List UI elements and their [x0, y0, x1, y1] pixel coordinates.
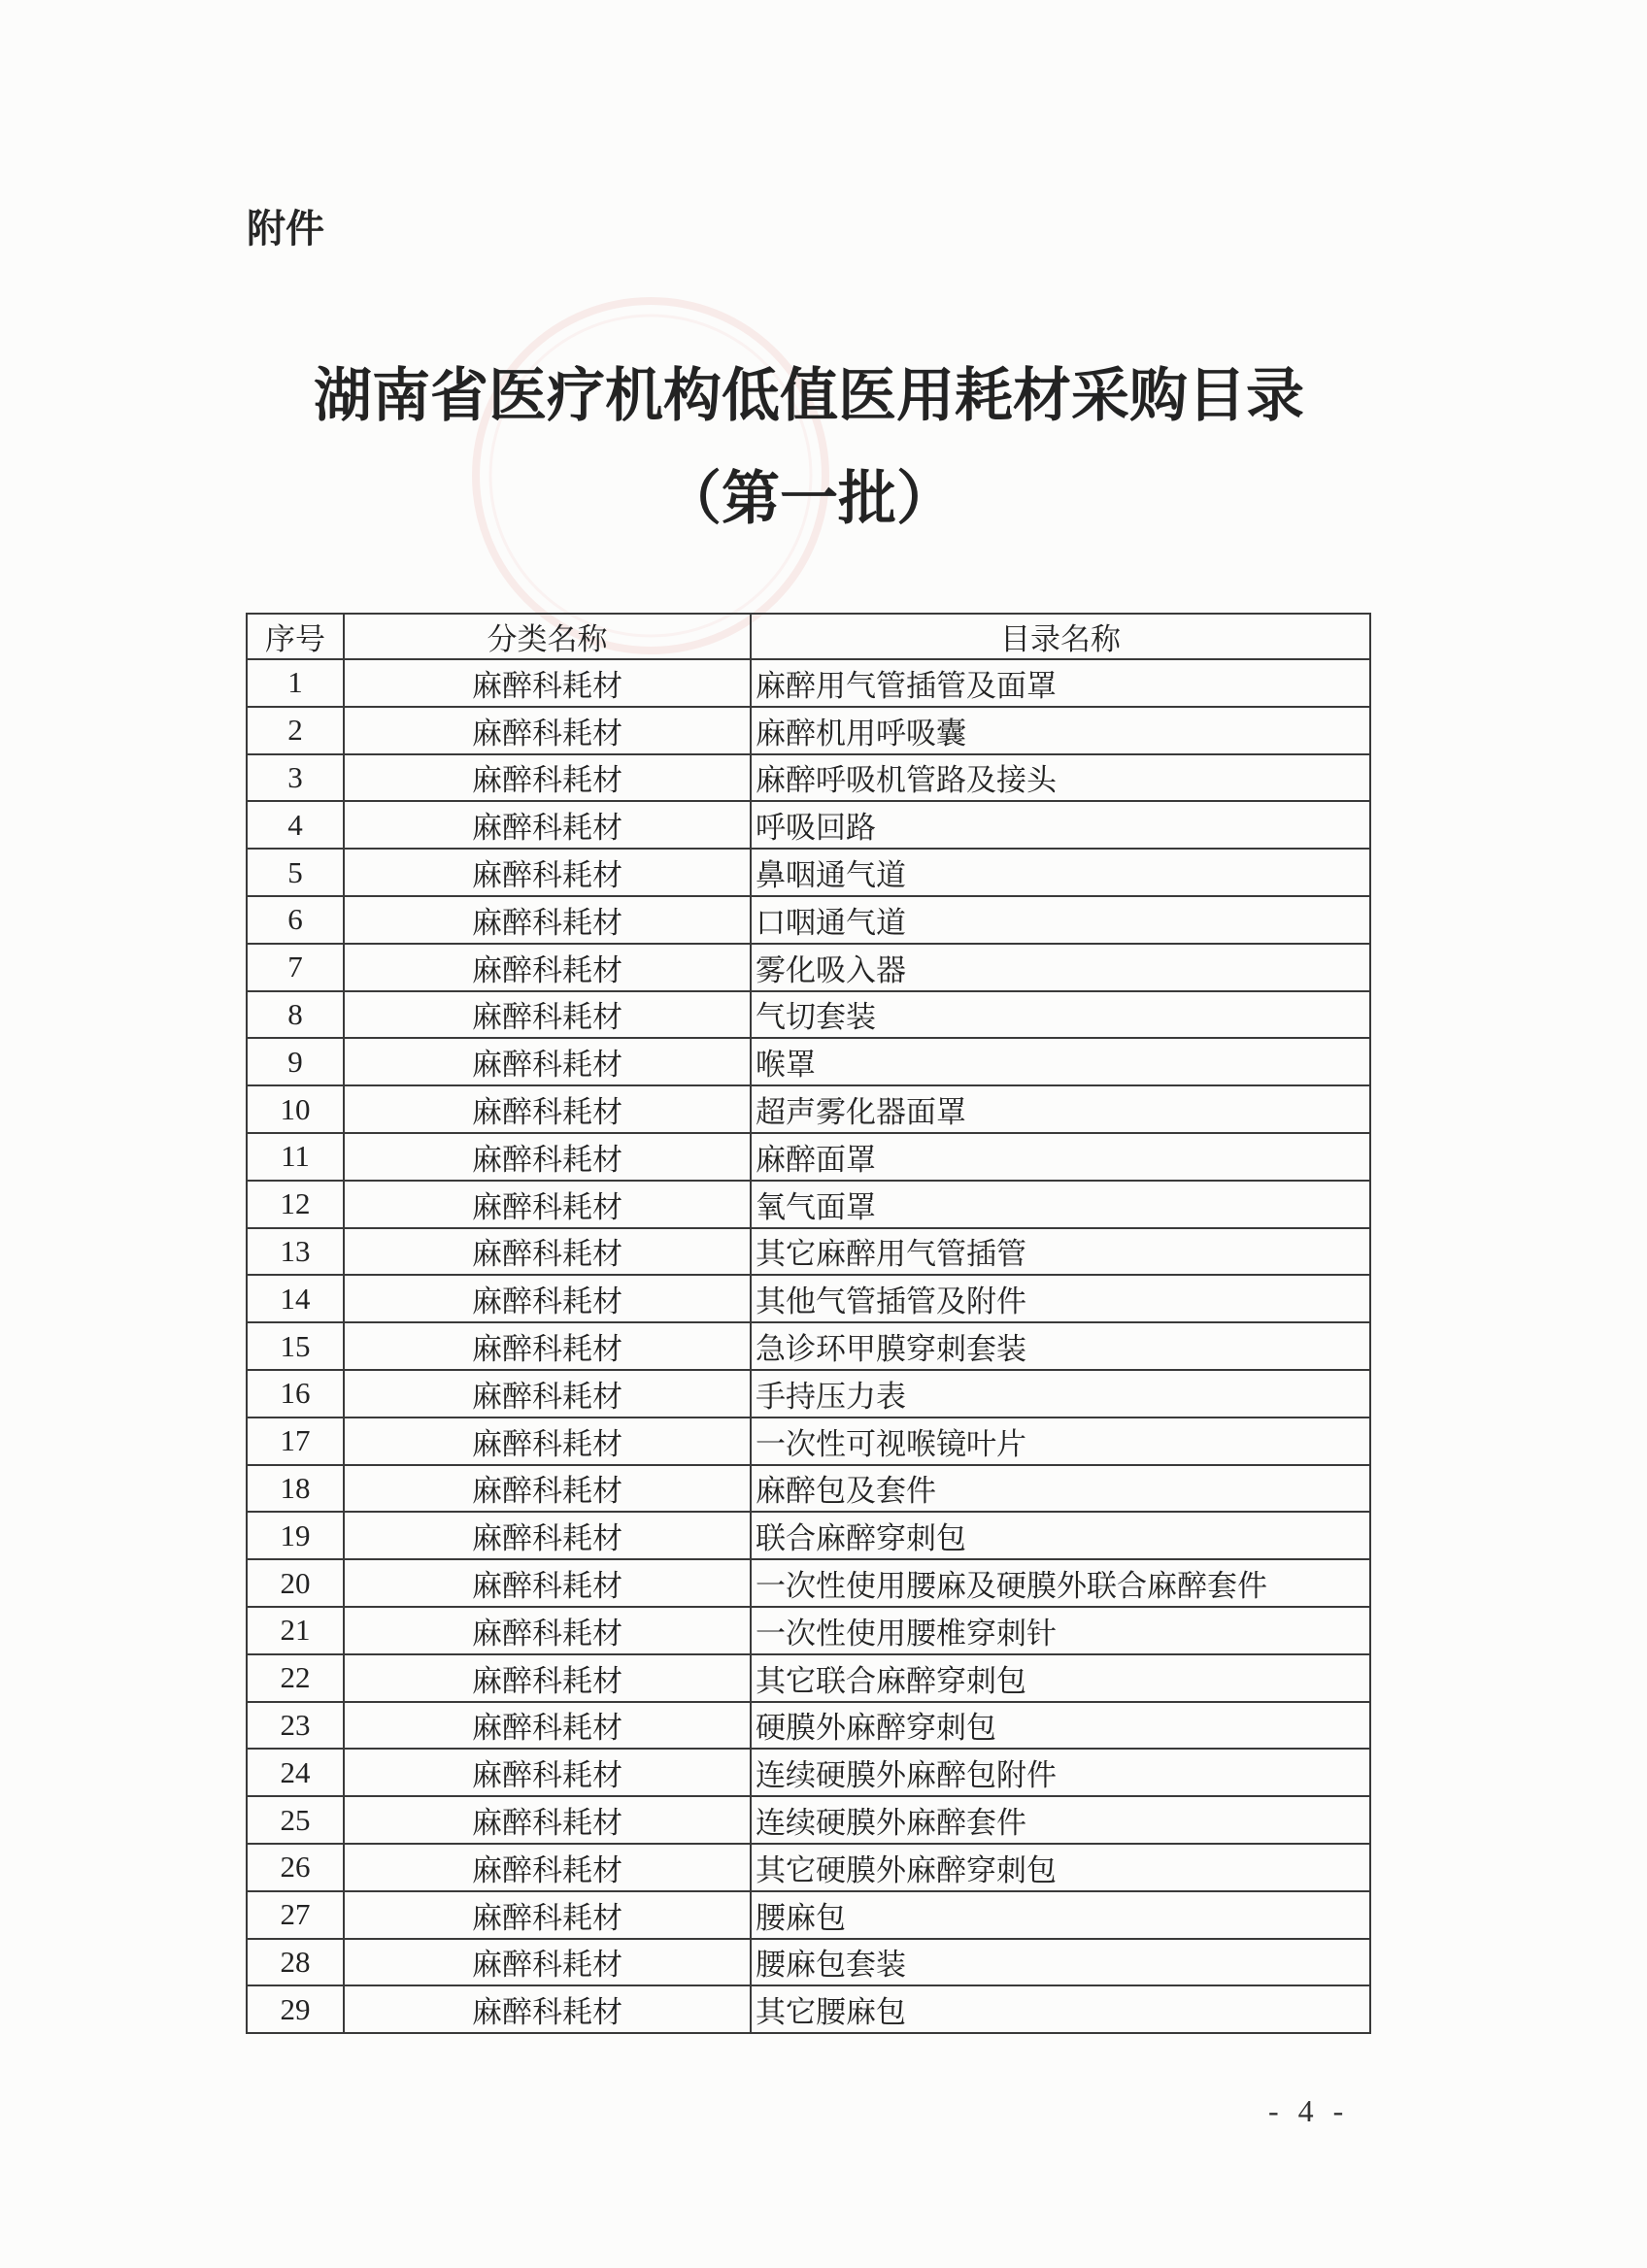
row-category: 麻醉科耗材 — [344, 944, 751, 991]
page-number: - 4 - — [1268, 2093, 1350, 2128]
row-category: 麻醉科耗材 — [344, 1654, 751, 1702]
row-index: 28 — [247, 1939, 344, 1986]
row-category: 麻醉科耗材 — [344, 707, 751, 754]
row-catalog-name: 急诊环甲膜穿刺套装 — [751, 1322, 1370, 1370]
row-index: 9 — [247, 1038, 344, 1085]
document-title: 湖南省医疗机构低值医用耗材采购目录 — [314, 363, 1304, 428]
table-row — [247, 896, 1370, 944]
table-row — [247, 659, 1370, 707]
row-catalog-name: 其它麻醉用气管插管 — [751, 1228, 1370, 1276]
row-index: 22 — [247, 1654, 344, 1702]
row-index: 27 — [247, 1891, 344, 1939]
table-row — [247, 1370, 1370, 1418]
header-index: 序号 — [247, 614, 344, 659]
row-category: 麻醉科耗材 — [344, 754, 751, 802]
table-row — [247, 1749, 1370, 1796]
catalog-table — [246, 613, 1371, 2034]
table-row — [247, 1038, 1370, 1085]
table-row — [247, 1607, 1370, 1654]
row-catalog-name: 麻醉机用呼吸囊 — [751, 707, 1370, 754]
row-catalog-name: 鼻咽通气道 — [751, 849, 1370, 896]
row-index: 5 — [247, 849, 344, 896]
row-category: 麻醉科耗材 — [344, 1370, 751, 1418]
row-catalog-name: 腰麻包 — [751, 1891, 1370, 1939]
row-catalog-name: 一次性使用腰麻及硬膜外联合麻醉套件 — [751, 1559, 1370, 1607]
row-index: 15 — [247, 1322, 344, 1370]
row-category: 麻醉科耗材 — [344, 1891, 751, 1939]
row-category: 麻醉科耗材 — [344, 991, 751, 1039]
row-index: 18 — [247, 1465, 344, 1513]
table-row — [247, 1559, 1370, 1607]
row-catalog-name: 其它腰麻包 — [751, 1985, 1370, 2033]
row-catalog-name: 喉罩 — [751, 1038, 1370, 1085]
table-row — [247, 991, 1370, 1039]
row-catalog-name: 其他气管插管及附件 — [751, 1275, 1370, 1322]
row-category: 麻醉科耗材 — [344, 1418, 751, 1465]
row-catalog-name: 联合麻醉穿刺包 — [751, 1512, 1370, 1559]
row-category: 麻醉科耗材 — [344, 1512, 751, 1559]
row-category: 麻醉科耗材 — [344, 1939, 751, 1986]
row-catalog-name: 氧气面罩 — [751, 1181, 1370, 1228]
row-catalog-name: 其它联合麻醉穿刺包 — [751, 1654, 1370, 1702]
row-index: 21 — [247, 1607, 344, 1654]
table-row — [247, 1702, 1370, 1750]
row-category: 麻醉科耗材 — [344, 1985, 751, 2033]
table-body — [247, 659, 1370, 2033]
table-row — [247, 1275, 1370, 1322]
header-category: 分类名称 — [344, 614, 751, 659]
row-catalog-name: 麻醉呼吸机管路及接头 — [751, 754, 1370, 802]
row-index: 25 — [247, 1796, 344, 1844]
row-category: 麻醉科耗材 — [344, 1085, 751, 1133]
row-category: 麻醉科耗材 — [344, 1702, 751, 1750]
row-index: 1 — [247, 659, 344, 707]
row-category: 麻醉科耗材 — [344, 1275, 751, 1322]
row-catalog-name: 硬膜外麻醉穿刺包 — [751, 1702, 1370, 1750]
table-row — [247, 849, 1370, 896]
row-catalog-name: 呼吸回路 — [751, 801, 1370, 849]
row-category: 麻醉科耗材 — [344, 1749, 751, 1796]
row-catalog-name: 一次性可视喉镜叶片 — [751, 1418, 1370, 1465]
row-index: 4 — [247, 801, 344, 849]
row-category: 麻醉科耗材 — [344, 1559, 751, 1607]
row-index: 14 — [247, 1275, 344, 1322]
table-row — [247, 707, 1370, 754]
table-row — [247, 1228, 1370, 1276]
row-index: 3 — [247, 754, 344, 802]
row-catalog-name: 麻醉包及套件 — [751, 1465, 1370, 1513]
row-index: 26 — [247, 1844, 344, 1891]
table-row — [247, 801, 1370, 849]
table-row — [247, 1654, 1370, 1702]
table-row — [247, 1133, 1370, 1181]
row-index: 24 — [247, 1749, 344, 1796]
row-catalog-name: 其它硬膜外麻醉穿刺包 — [751, 1844, 1370, 1891]
row-index: 12 — [247, 1181, 344, 1228]
row-catalog-name: 腰麻包套装 — [751, 1939, 1370, 1986]
row-catalog-name: 麻醉面罩 — [751, 1133, 1370, 1181]
table-row — [247, 1465, 1370, 1513]
row-index: 10 — [247, 1085, 344, 1133]
row-category: 麻醉科耗材 — [344, 1844, 751, 1891]
row-index: 17 — [247, 1418, 344, 1465]
table-row — [247, 944, 1370, 991]
row-category: 麻醉科耗材 — [344, 896, 751, 944]
row-category: 麻醉科耗材 — [344, 1133, 751, 1181]
row-catalog-name: 麻醉用气管插管及面罩 — [751, 659, 1370, 707]
row-catalog-name: 连续硬膜外麻醉包附件 — [751, 1749, 1370, 1796]
table-row — [247, 1985, 1370, 2033]
table-row — [247, 1844, 1370, 1891]
row-category: 麻醉科耗材 — [344, 1607, 751, 1654]
row-catalog-name: 连续硬膜外麻醉套件 — [751, 1796, 1370, 1844]
table-row — [247, 1939, 1370, 1986]
row-catalog-name: 手持压力表 — [751, 1370, 1370, 1418]
row-index: 29 — [247, 1985, 344, 2033]
row-index: 13 — [247, 1228, 344, 1276]
row-category: 麻醉科耗材 — [344, 1181, 751, 1228]
document-subtitle: （第一批） — [663, 466, 955, 531]
table-row — [247, 1512, 1370, 1559]
row-index: 6 — [247, 896, 344, 944]
row-catalog-name: 一次性使用腰椎穿刺针 — [751, 1607, 1370, 1654]
row-catalog-name: 超声雾化器面罩 — [751, 1085, 1370, 1133]
row-category: 麻醉科耗材 — [344, 801, 751, 849]
table-header-row — [247, 614, 1370, 659]
row-catalog-name: 气切套装 — [751, 991, 1370, 1039]
row-index: 7 — [247, 944, 344, 991]
attachment-label: 附件 — [247, 208, 324, 250]
row-index: 2 — [247, 707, 344, 754]
row-category: 麻醉科耗材 — [344, 659, 751, 707]
row-category: 麻醉科耗材 — [344, 1038, 751, 1085]
row-category: 麻醉科耗材 — [344, 1228, 751, 1276]
row-category: 麻醉科耗材 — [344, 1465, 751, 1513]
table-row — [247, 1181, 1370, 1228]
table-row — [247, 754, 1370, 802]
row-catalog-name: 雾化吸入器 — [751, 944, 1370, 991]
row-index: 8 — [247, 991, 344, 1039]
table-row — [247, 1891, 1370, 1939]
row-category: 麻醉科耗材 — [344, 1796, 751, 1844]
table-row — [247, 1085, 1370, 1133]
table-row — [247, 1322, 1370, 1370]
row-category: 麻醉科耗材 — [344, 849, 751, 896]
row-index: 20 — [247, 1559, 344, 1607]
row-index: 16 — [247, 1370, 344, 1418]
table-row — [247, 1796, 1370, 1844]
row-index: 23 — [247, 1702, 344, 1750]
row-index: 11 — [247, 1133, 344, 1181]
header-catalog-name: 目录名称 — [751, 614, 1370, 659]
row-catalog-name: 口咽通气道 — [751, 896, 1370, 944]
table-row — [247, 1418, 1370, 1465]
row-index: 19 — [247, 1512, 344, 1559]
row-category: 麻醉科耗材 — [344, 1322, 751, 1370]
